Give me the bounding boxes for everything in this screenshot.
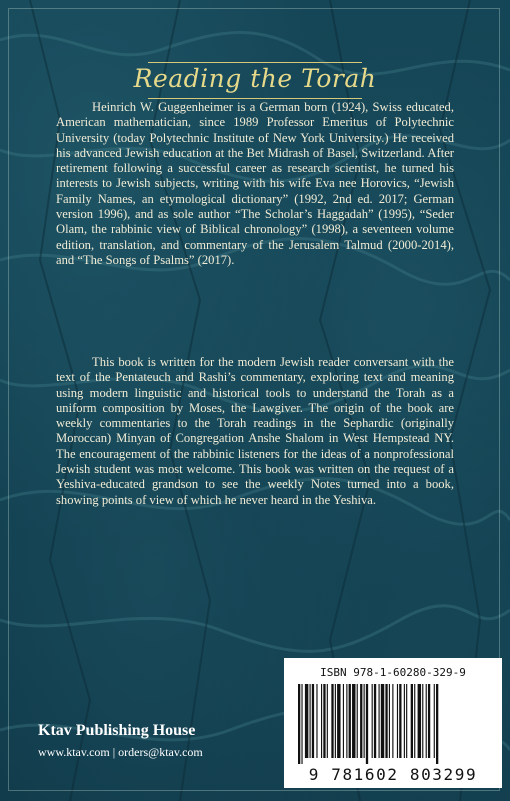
publisher-contact: www.ktav.com | orders@ktav.com	[38, 745, 203, 759]
barcode-digits: 9 781602 803299	[308, 765, 478, 784]
publisher-name: Ktav Publishing House	[38, 722, 196, 739]
barcode-bar	[411, 684, 413, 758]
barcode-bar	[372, 684, 373, 758]
barcode-bar	[316, 684, 317, 758]
barcode-bar	[381, 684, 384, 758]
barcode-bar	[392, 684, 393, 758]
title-rule-bottom	[148, 98, 362, 99]
book-description: This book is written for the modern Jewish reader conversant with the text of the Pentateuch and Rashi’s commentary, exploring text and meaning using modern linguistic and historical tools to understand the Torah as a uniform composition by Moses, the Lawgiver. The origin of the book are weekly commentaries to the Torah readings in the Sephardic (originally Moroccan) Minyan of Congregation Anshe Shalom in West Hempstead NY. The encouragement of the rabbinic listeners for the ideas of a nonprofessional Jewish student was most welcome. This book was written on the request of a Yeshiva-educated grandson to see the weekly Notes turned into a book, showing points of view of which he never heard in the Yeshiva.	[56, 355, 454, 507]
barcode-bar	[389, 684, 390, 758]
barcode-bar	[379, 684, 380, 758]
barcode-bar	[364, 684, 365, 758]
barcode-bar	[436, 684, 438, 764]
barcode-bar	[366, 684, 368, 764]
barcode-bar	[321, 684, 322, 758]
barcode-bar	[310, 684, 311, 758]
barcode-bar	[323, 684, 325, 758]
barcode-bar	[352, 684, 355, 758]
barcode-bar	[343, 684, 344, 758]
title-rule-top	[148, 62, 362, 63]
barcode-bar	[327, 684, 328, 758]
isbn-label: ISBN 978-1-60280-329-9	[320, 666, 466, 679]
barcode-bar	[346, 684, 347, 758]
barcode-bar	[385, 684, 387, 758]
barcode-bar	[331, 684, 333, 758]
barcode-bar	[301, 684, 302, 764]
book-title: Reading the Torah	[133, 64, 377, 93]
barcode-bar	[434, 684, 435, 758]
barcode-bar	[404, 684, 405, 758]
barcode-bar	[312, 684, 314, 758]
author-biography: Heinrich W. Guggenheimer is a German born (1924), Swiss educated, American mathematician, since 1989 Professor Emeritus of Polytechnic University (today Polytechnic Institute of New York University.) He received his advanced Jewish education at the Bet Midrash of Basel, Switzerland. After retirement following a successful career as research scientist, he turned his interests to Jewish subjects, writing with his wife Eva nee Horovics, “Jewish Family Names, an etymological dictionary” (1992, 2nd ed. 2017; German version 1996), and as sole author “The Scholar’s Haggadah” (1995), “Seder Olam, the rabbinic view of Biblical chronology” (1998), a seventeen volume edition, translation, and commentary of the Jerusalem Talmud (2000-2014), and “The Songs of Psalms” (2017).	[56, 100, 454, 267]
barcode-bars	[294, 684, 492, 764]
barcode-bar	[305, 684, 308, 758]
barcode-bar	[335, 684, 336, 758]
barcode-bar	[360, 684, 362, 758]
barcode-bar	[357, 684, 358, 758]
isbn-barcode	[284, 658, 502, 788]
barcode-bar	[397, 684, 398, 758]
barcode-bar	[349, 684, 351, 758]
barcode-bar	[418, 684, 421, 758]
barcode-bar	[426, 684, 427, 758]
barcode-bar	[406, 684, 407, 758]
barcode-bar	[414, 684, 415, 758]
barcode-bar	[399, 684, 401, 758]
barcode-bar	[422, 684, 423, 758]
barcode-bar	[337, 684, 340, 758]
barcode-bar	[428, 684, 430, 758]
barcode-bar	[298, 684, 300, 764]
barcode-bar	[374, 684, 376, 758]
